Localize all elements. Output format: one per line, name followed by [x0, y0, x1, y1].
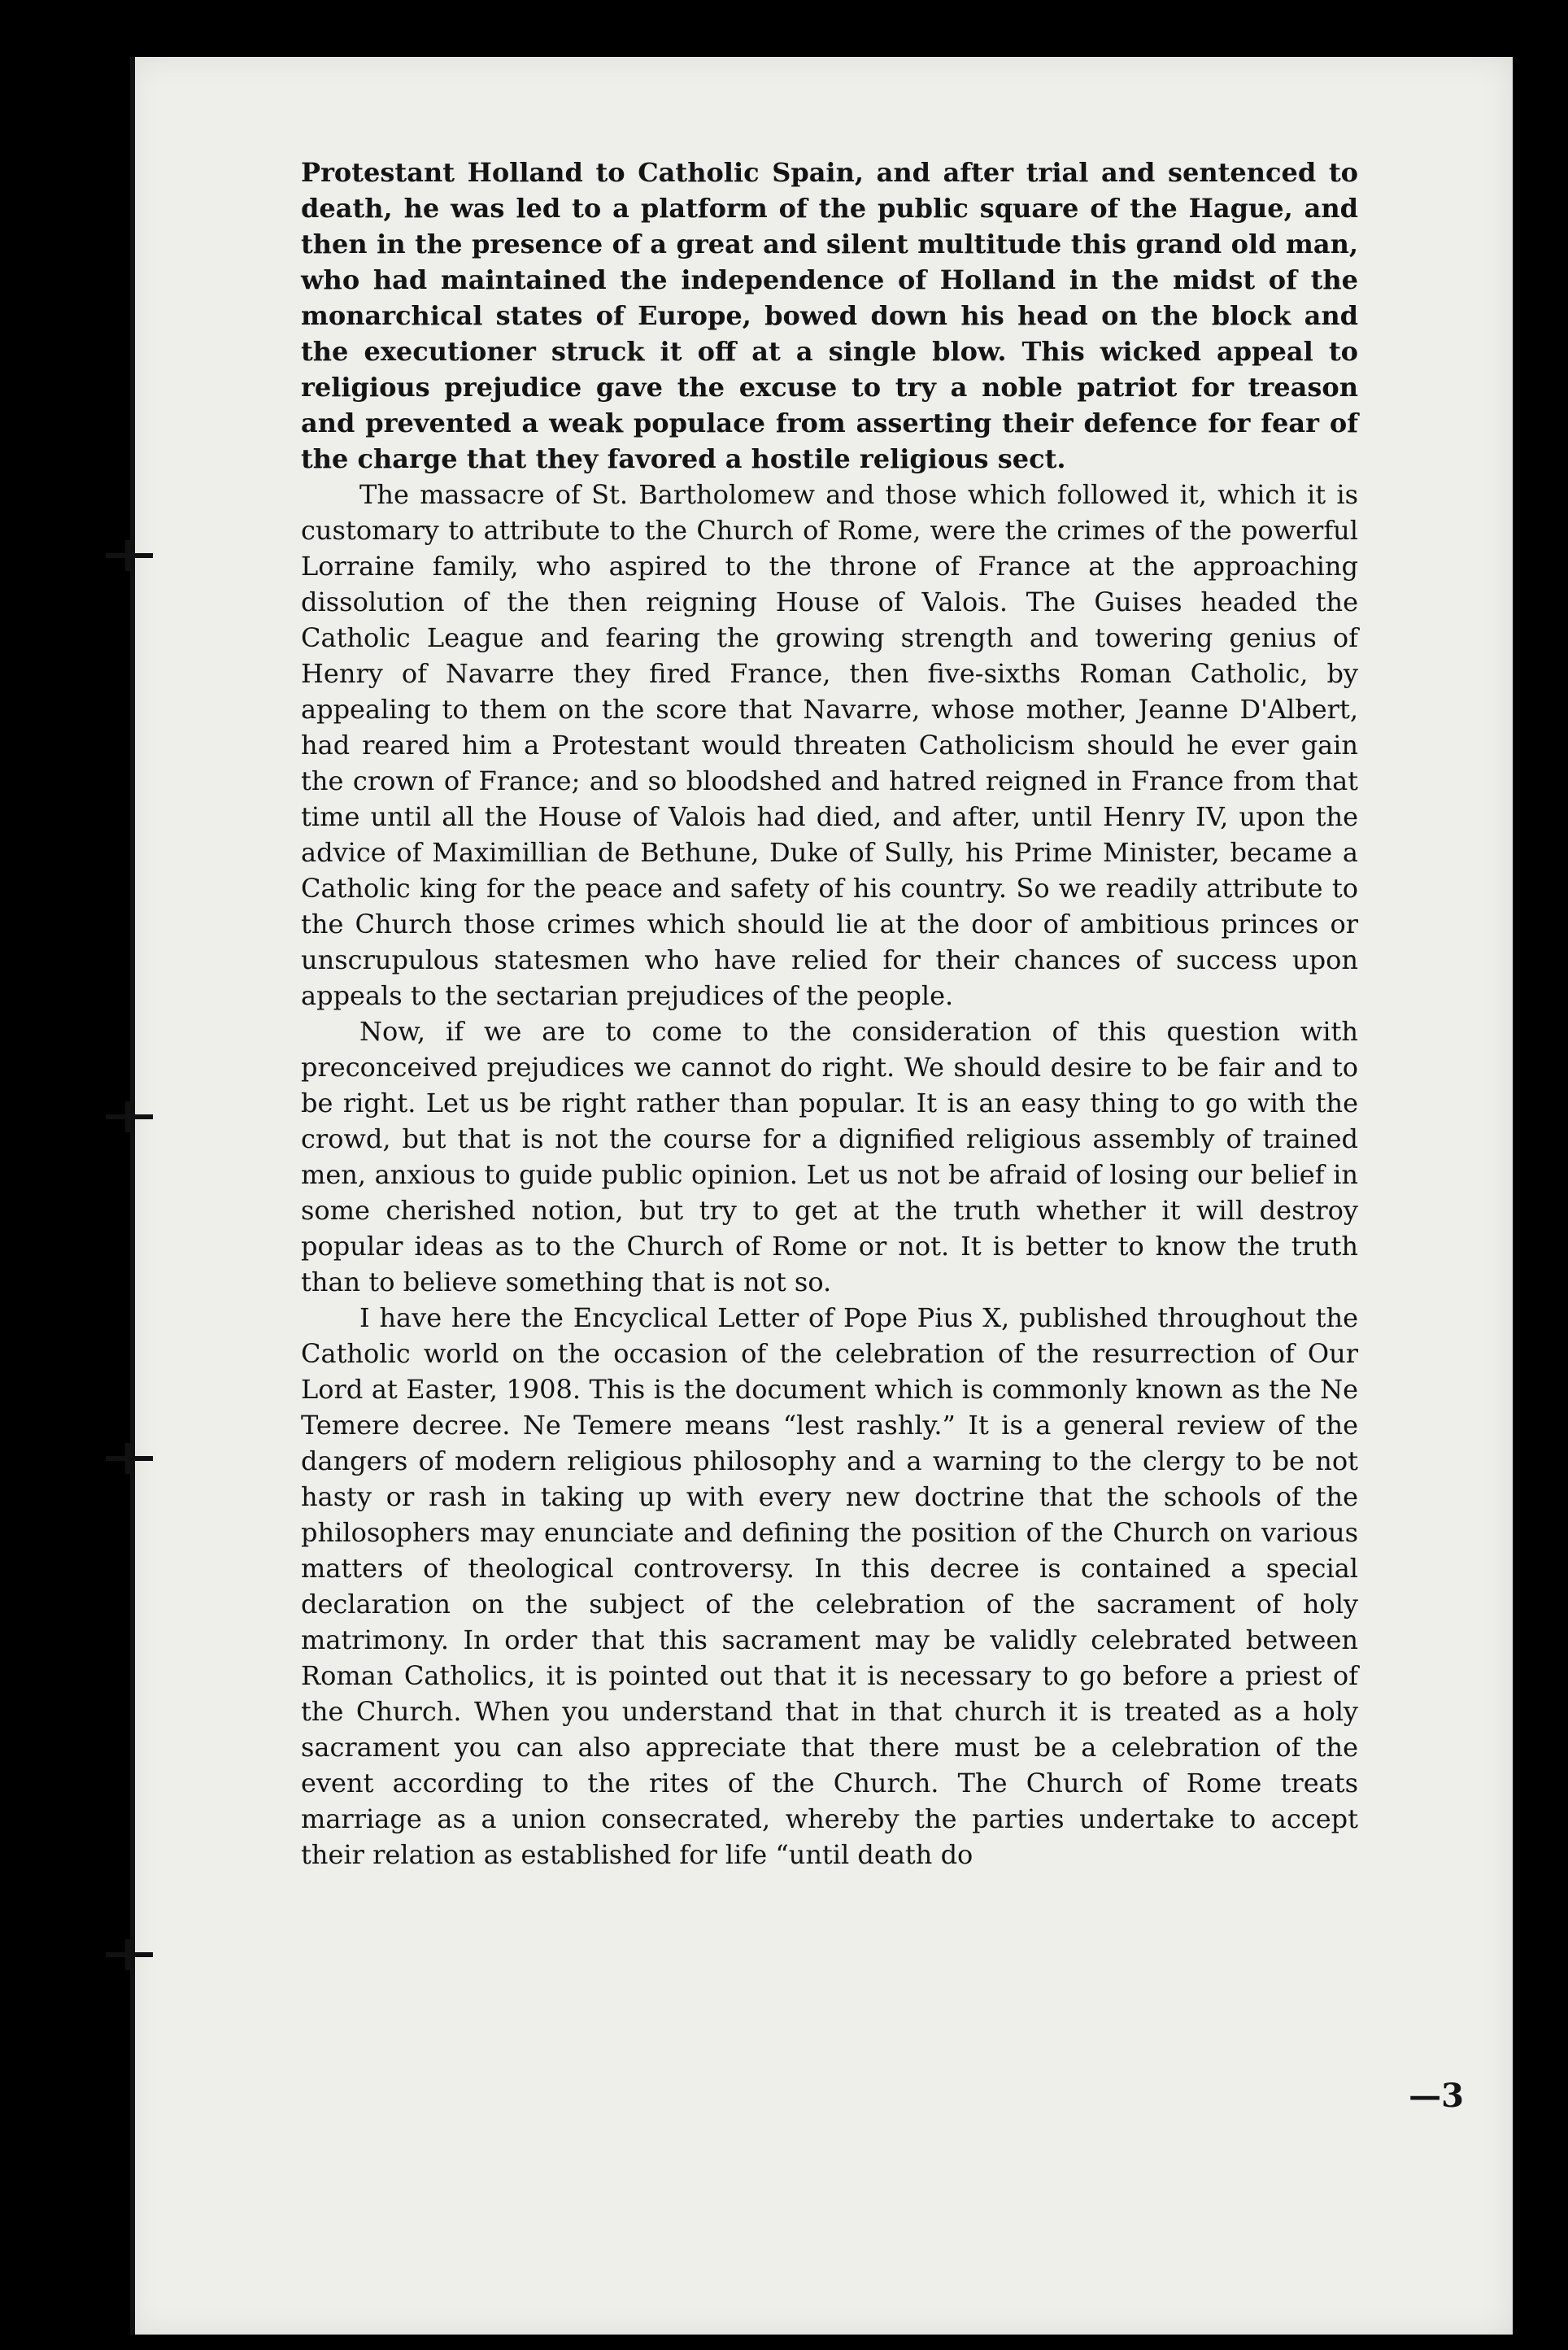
page-number: —3 [1409, 2077, 1464, 2115]
binding-tick [106, 553, 153, 558]
paragraph: The massacre of St. Bartholomew and those which followed it, which it is customary to attribute to the Church of Rome, were the crimes of the powerful Lorraine family, who aspired to the throne of France at the approaching dissolution of the then reigning House of Valois. The Guises headed the Catholic League and fearing the growing strength and towering genius of Henry of Navarre they fired France, then five-sixths Roman Catholic, by appealing to them on the score that Navarre, whose mother, Jeanne D'Albert, had reared him a Protestant would threaten Catholicism should he ever gain the crown of France; and so bloodshed and hatred reigned in France from that time until all the House of Valois had died, and after, until Henry IV, upon the advice of Maximillian de Bethune, Duke of Sully, his Prime Minister, became a Catholic king for the peace and safety of his country. So we readily attribute to the Church those crimes which should lie at the door of ambitious princes or unscrupulous statesmen who have relied for their chances of success upon appeals to the sectarian prejudices of the people. [301, 479, 1358, 1011]
binding-tick [106, 1114, 153, 1119]
body-text [301, 155, 1358, 1873]
paragraph: Protestant Holland to Catholic Spain, and after trial and sentenced to death, he was led to a platform of the public square of the Hague, and then in the presence of a great and silent multitude this grand old man, who had maintained the independence of Holland in the midst of the monarchical states of Europe, bowed down his head on the block and the executioner struck it off at a single blow. This wicked appeal to religious prejudice gave the excuse to try a noble patriot for treason and prevented a weak populace from asserting their defence for fear of the charge that they favored a hostile religious sect. [301, 157, 1358, 474]
binding-tick [106, 1952, 153, 1957]
binding-line [130, 57, 135, 2335]
document-page [130, 57, 1513, 2335]
paragraph: I have here the Encyclical Letter of Pope Pius X, published throughout the Catholic world on the occasion of the celebration of the resurrection of Our Lord at Easter, 1908. This is the document which is commonly known as the Ne Temere decree. Ne Temere means “lest rashly.” It is a general review of the dangers of modern religious philosophy and a warning to the clergy to be not hasty or rash in taking up with every new doctrine that the schools of the philosophers may enunciate and defining the position of the Church on various matters of theological controversy. In this decree is contained a special declaration on the subject of the celebration of the sacrament of holy matrimony. In order that this sacrament may be validly celebrated between Roman Catholics, it is pointed out that it is necessary to go before a priest of the Church. When you understand that in that church it is treated as a holy sacrament you can also appreciate that there must be a celebration of the event according to the rites of the Church. The Church of Rome treats marriage as a union consecrated, whereby the parties undertake to accept their relation as established for life “until death do [301, 1302, 1358, 1870]
paragraph: Now, if we are to come to the consideration of this question with preconceived prejudices we cannot do right. We should desire to be fair and to be right. Let us be right rather than popular. It is an easy thing to go with the crowd, but that is not the course for a dignified religious assembly of trained men, anxious to guide public opinion. Let us not be afraid of losing our belief in some cherished notion, but try to get at the truth whether it will destroy popular ideas as to the Church of Rome or not. It is better to know the truth than to believe something that is not so. [301, 1016, 1358, 1297]
binding-tick [106, 1456, 153, 1461]
